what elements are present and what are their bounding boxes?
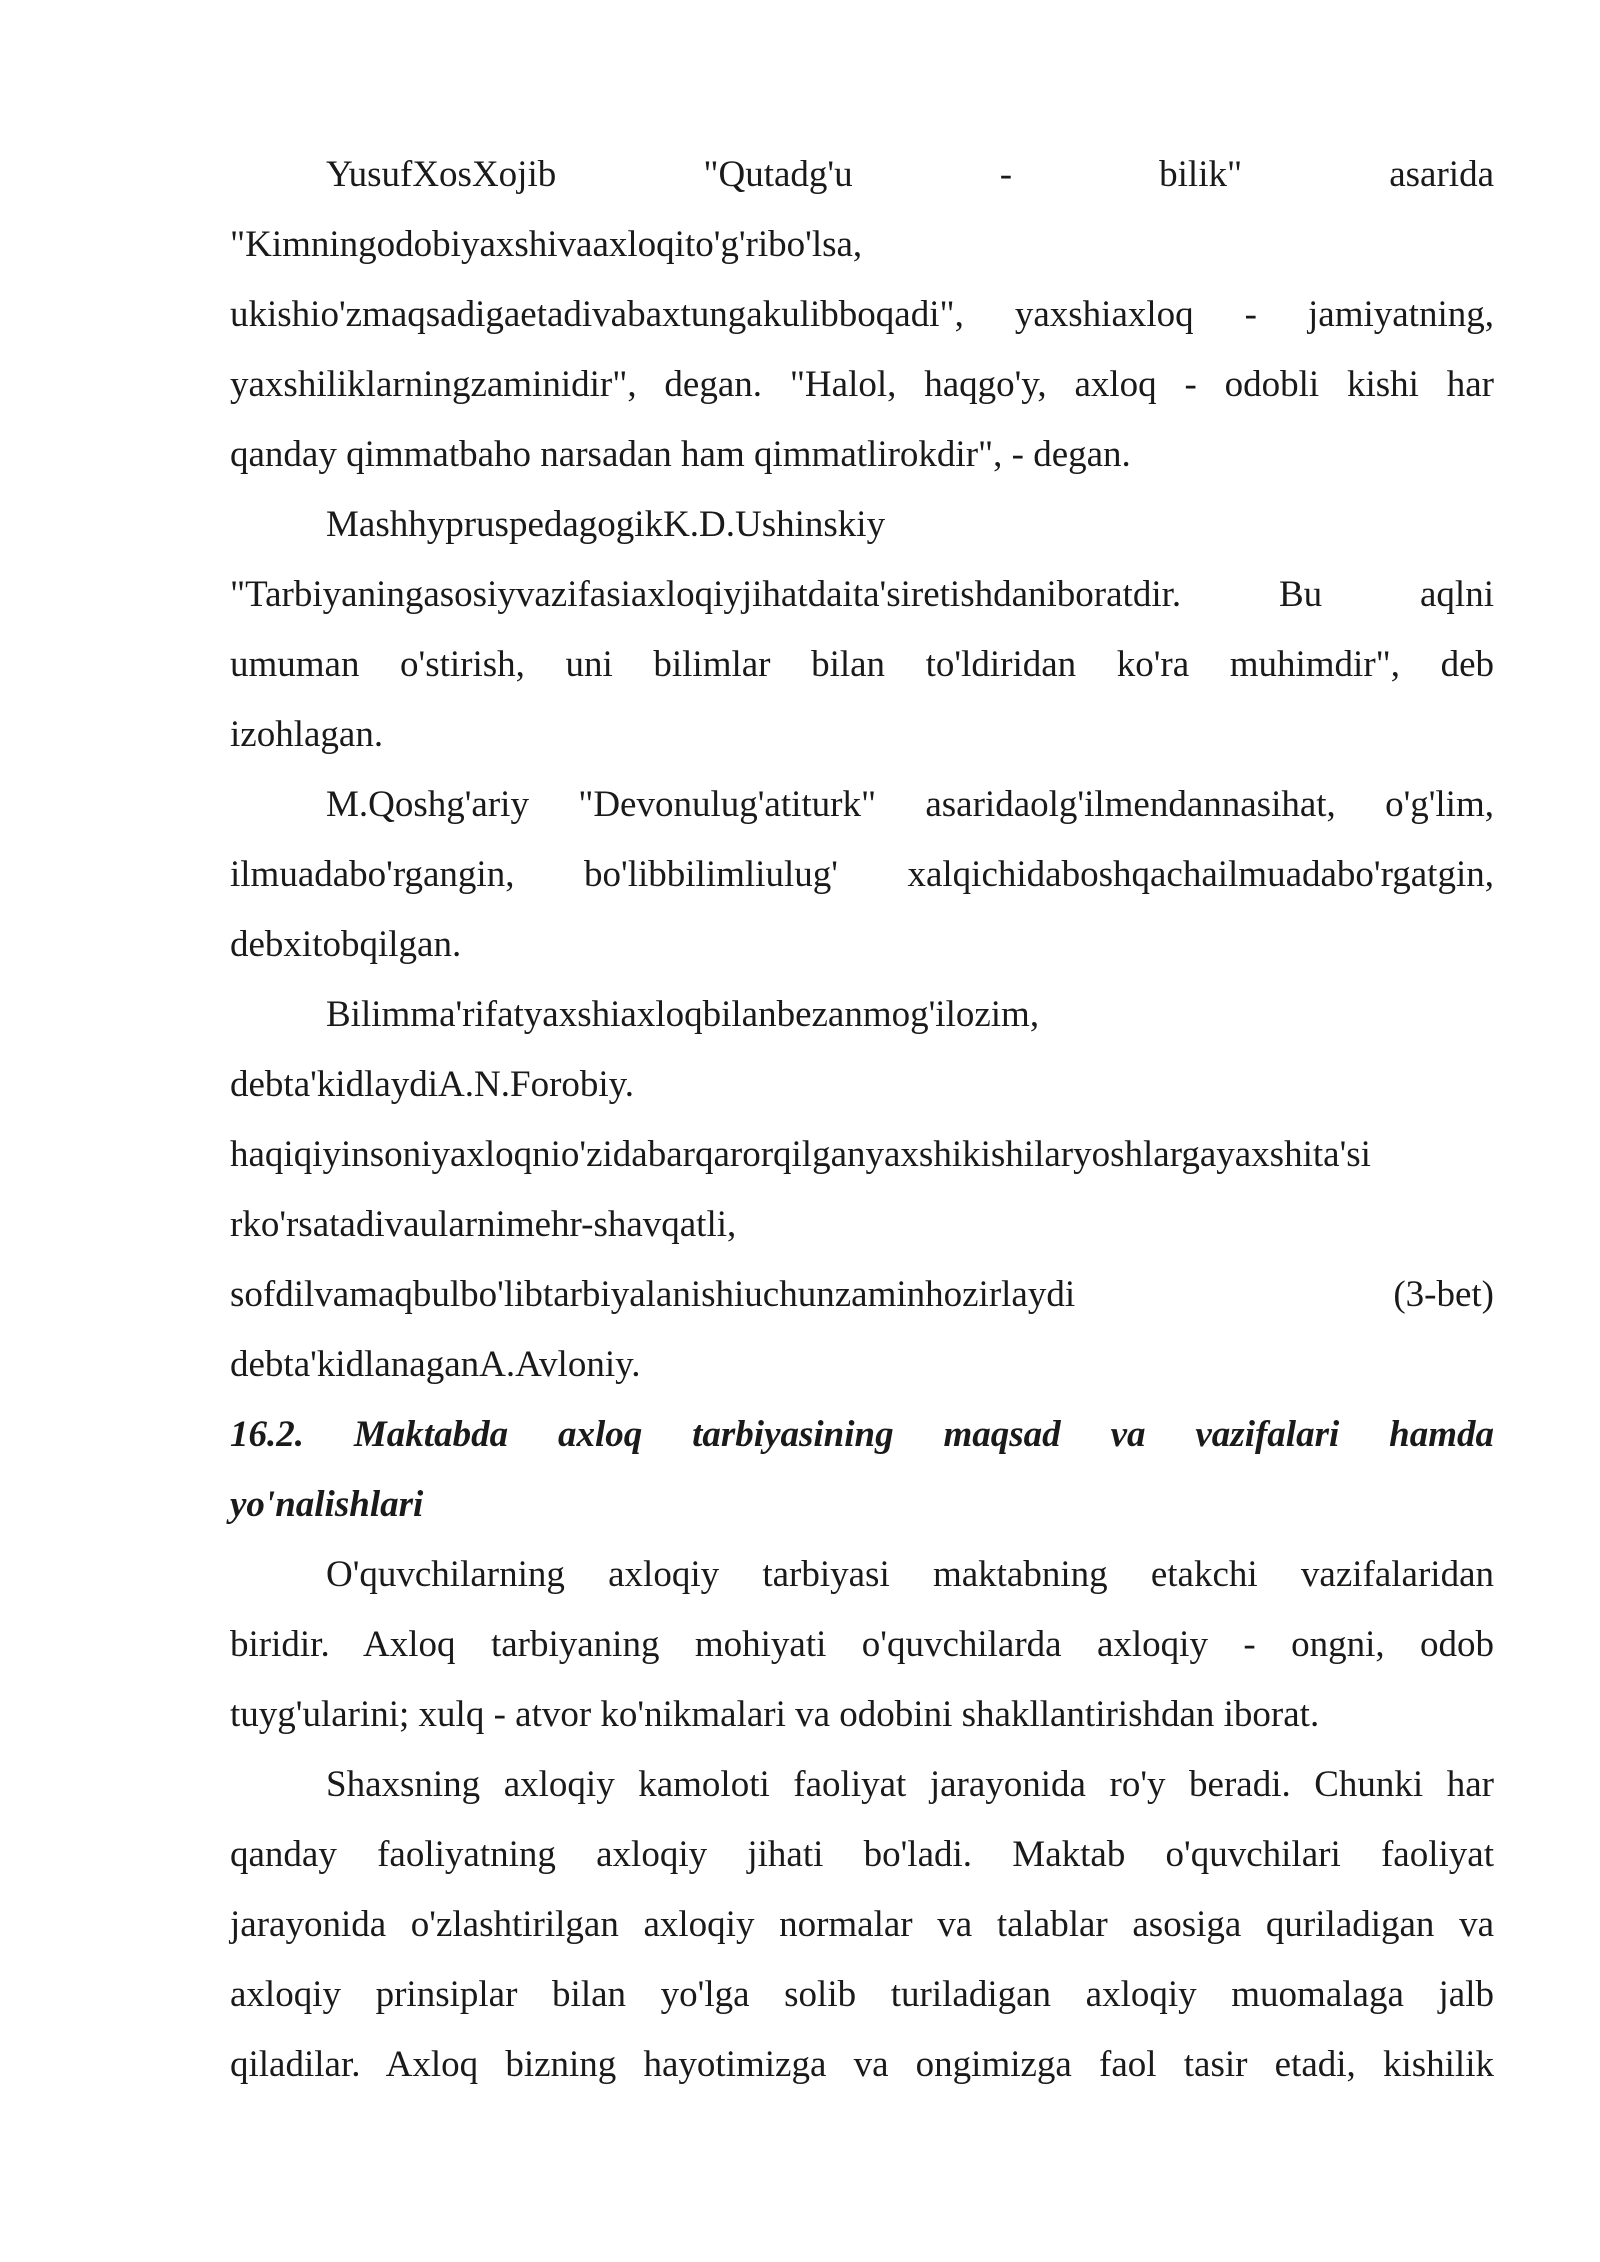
text-line: qanday faoliyatning axloqiy jihati bo'ladi. Maktab o'quvchilari faoliyat	[230, 1834, 1494, 1875]
text-line: haqiqiyinsoniyaxloqnio'zidabarqarorqilganyaxshikishilaryoshlargayaxshita'si	[230, 1134, 1371, 1175]
text-line: yaxshiliklarningzaminidir", degan. "Halol, haqgo'y, axloq - odobli kishi har	[230, 364, 1494, 405]
heading-line: yo'nalishlari	[230, 1484, 424, 1525]
text-line: biridir. Axloq tarbiyaning mohiyati o'quvchilarda axloqiy - ongni, odob	[230, 1624, 1494, 1665]
heading-line: 16.2. Maktabda axloq tarbiyasining maqsad va vazifalari hamda	[230, 1414, 1494, 1455]
text-line: sofdilvamaqbulbo'libtarbiyalanishiuchunzaminhozirlaydi (3-bet)	[230, 1274, 1494, 1315]
paragraph-ushinskiy	[230, 490, 1494, 770]
paragraph-forobiy-avloniy	[230, 980, 1494, 1400]
text-line: umuman o'stirish, uni bilimlar bilan to'ldiridan ko'ra muhimdir", deb	[230, 644, 1494, 685]
text-line: rko'rsatadivaularnimehr-shavqatli,	[230, 1204, 737, 1245]
document-page	[230, 140, 1494, 2100]
text-line: M.Qoshg'ariy "Devonulug'atiturk" asaridaolg'ilmendannasihat, o'g'lim,	[326, 784, 1494, 825]
text-line: ukishio'zmaqsadigaetadivabaxtungakulibboqadi", yaxshiaxloq - jamiyatning,	[230, 294, 1494, 335]
text-line: izohlagan.	[230, 714, 384, 755]
text-line: "Tarbiyaningasosiyvazifasiaxloqiyjihatdaita'siretishdaniboratdir. Bu aqlni	[230, 574, 1494, 615]
paragraph-axloqiy-tarbiya	[230, 1540, 1494, 1750]
text-line: qiladilar. Axloq bizning hayotimizga va ongimizga faol tasir etadi, kishilik	[230, 2044, 1494, 2085]
text-line: MashhypruspedagogikK.D.Ushinskiy	[326, 504, 886, 545]
text-line: O'quvchilarning axloqiy tarbiyasi maktabning etakchi vazifalaridan	[326, 1554, 1494, 1595]
paragraph-qoshgariy	[230, 770, 1494, 980]
paragraph-yusuf-xos-xojib	[230, 140, 1494, 490]
text-line: jarayonida o'zlashtirilgan axloqiy normalar va talablar asosiga quriladigan va	[230, 1904, 1494, 1945]
text-line: axloqiy prinsiplar bilan yo'lga solib turiladigan axloqiy muomalaga jalb	[230, 1974, 1494, 2015]
text-line: YusufXosXojib "Qutadg'u - bilik" asarida	[326, 154, 1494, 195]
text-line: Bilimma'rifatyaxshiaxloqbilanbezanmog'ilozim,	[326, 994, 1040, 1035]
text-line: debta'kidlaydiA.N.Forobiy.	[230, 1064, 635, 1105]
text-line: debta'kidlanaganA.Avloniy.	[230, 1344, 641, 1385]
text-line: debxitobqilgan.	[230, 924, 462, 965]
text-line: "Kimningodobiyaxshivaaxloqito'g'ribo'lsa,	[230, 224, 863, 265]
text-line: qanday qimmatbaho narsadan ham qimmatlirokdir", - degan.	[230, 434, 1131, 475]
section-heading	[230, 1400, 1494, 1540]
paragraph-shaxs-kamoloti	[230, 1750, 1494, 2100]
text-line: ilmuadabo'rgangin, bo'libbilimliulug' xalqichidaboshqachailmuadabo'rgatgin,	[230, 854, 1494, 895]
text-line: tuyg'ularini; xulq - atvor ko'nikmalari va odobini shakllantirishdan iborat.	[230, 1694, 1320, 1735]
text-line: Shaxsning axloqiy kamoloti faoliyat jarayonida ro'y beradi. Chunki har	[326, 1764, 1494, 1805]
